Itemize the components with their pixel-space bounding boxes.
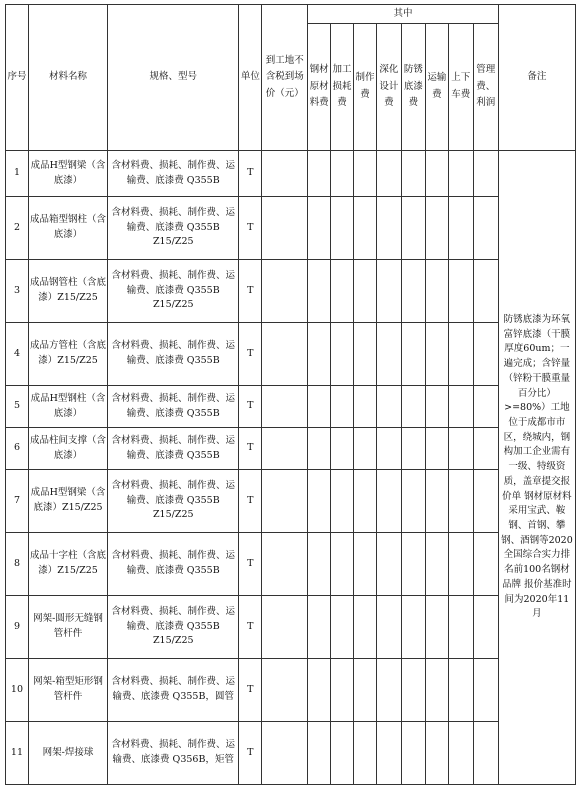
site-price-cell	[262, 470, 308, 533]
unit: T	[239, 260, 262, 323]
cost-breakdown-cell	[401, 260, 425, 323]
cost-breakdown-cell	[376, 428, 401, 470]
material-name: 成品H型钢柱（含底漆）	[28, 386, 107, 428]
unit: T	[239, 386, 262, 428]
cost-breakdown-cell	[425, 659, 448, 722]
cost-breakdown-cell	[448, 470, 473, 533]
cost-breakdown-cell	[473, 722, 498, 785]
unit: T	[239, 428, 262, 470]
site-price-cell	[262, 197, 308, 260]
cost-breakdown-cell	[425, 197, 448, 260]
row-number: 10	[6, 659, 29, 722]
cost-breakdown-cell	[354, 533, 377, 596]
cost-breakdown-cell	[376, 533, 401, 596]
cost-breakdown-cell	[308, 428, 331, 470]
cost-breakdown-cell	[401, 533, 425, 596]
site-price-cell	[262, 722, 308, 785]
cost-breakdown-cell	[401, 428, 425, 470]
material-name: 成品H型钢梁（含底漆）Z15/Z25	[28, 470, 107, 533]
row-number: 7	[6, 470, 29, 533]
unit: T	[239, 323, 262, 386]
header-remarks: 备注	[498, 5, 575, 151]
row-number: 8	[6, 533, 29, 596]
header-site-price: 到工地不含税到场价（元）	[262, 5, 308, 151]
cost-breakdown-cell	[448, 659, 473, 722]
material-spec: 含材料费、损耗、制作费、运输费、底漆费 Q355B	[108, 533, 239, 596]
table-row	[6, 533, 576, 596]
material-name: 网架-箱型矩形钢管杆件	[28, 659, 107, 722]
cost-breakdown-cell	[376, 722, 401, 785]
table-row	[6, 323, 576, 386]
cost-breakdown-cell	[425, 323, 448, 386]
cost-breakdown-cell	[473, 197, 498, 260]
cost-breakdown-cell	[331, 470, 354, 533]
unit: T	[239, 151, 262, 197]
row-number: 2	[6, 197, 29, 260]
cost-breakdown-cell	[308, 260, 331, 323]
cost-breakdown-cell	[331, 722, 354, 785]
cost-breakdown-cell	[354, 386, 377, 428]
cost-breakdown-cell	[308, 533, 331, 596]
cost-breakdown-cell	[448, 323, 473, 386]
cost-breakdown-cell	[425, 722, 448, 785]
table-row	[6, 428, 576, 470]
cost-breakdown-cell	[448, 260, 473, 323]
cost-breakdown-cell	[308, 659, 331, 722]
cost-breakdown-cell	[331, 151, 354, 197]
row-number: 4	[6, 323, 29, 386]
cost-breakdown-cell	[308, 596, 331, 659]
material-name: 成品柱间支撑（含底漆）	[28, 428, 107, 470]
cost-breakdown-cell	[473, 470, 498, 533]
header-sub-material-cost: 钢材原材料费	[308, 24, 331, 151]
cost-breakdown-cell	[448, 428, 473, 470]
cost-breakdown-cell	[354, 151, 377, 197]
cost-breakdown-cell	[473, 659, 498, 722]
material-name: 成品十字柱（含底漆）Z15/Z25	[28, 533, 107, 596]
row-number: 3	[6, 260, 29, 323]
cost-breakdown-cell	[354, 722, 377, 785]
material-name: 网架-焊接球	[28, 722, 107, 785]
table-row	[6, 659, 576, 722]
price-table-container	[5, 4, 576, 785]
cost-breakdown-cell	[401, 386, 425, 428]
site-price-cell	[262, 596, 308, 659]
header-unit: 单位	[239, 5, 262, 151]
table-row	[6, 722, 576, 785]
material-name: 成品H型钢梁（含底漆）	[28, 151, 107, 197]
cost-breakdown-cell	[308, 386, 331, 428]
cost-breakdown-cell	[401, 596, 425, 659]
site-price-cell	[262, 428, 308, 470]
cost-breakdown-cell	[376, 470, 401, 533]
row-number: 1	[6, 151, 29, 197]
row-number: 11	[6, 722, 29, 785]
site-price-cell	[262, 151, 308, 197]
cost-breakdown-cell	[401, 659, 425, 722]
cost-breakdown-cell	[354, 260, 377, 323]
header-sub-transport-cost: 运输费	[425, 24, 448, 151]
header-sub-processing-loss: 加工损耗费	[331, 24, 354, 151]
cost-breakdown-cell	[448, 151, 473, 197]
table-row	[6, 197, 576, 260]
table-row	[6, 596, 576, 659]
unit: T	[239, 470, 262, 533]
cost-breakdown-cell	[425, 596, 448, 659]
table-row	[6, 151, 576, 197]
row-number: 5	[6, 386, 29, 428]
cost-breakdown-cell	[354, 470, 377, 533]
header-sub-design-cost: 深化设计费	[376, 24, 401, 151]
cost-breakdown-cell	[448, 197, 473, 260]
header-material-name: 材料名称	[28, 5, 107, 151]
site-price-cell	[262, 533, 308, 596]
cost-breakdown-cell	[308, 722, 331, 785]
cost-breakdown-cell	[401, 151, 425, 197]
unit: T	[239, 722, 262, 785]
site-price-cell	[262, 659, 308, 722]
material-spec: 含材料费、损耗、制作费、运输费、底漆费 Q355B	[108, 428, 239, 470]
cost-breakdown-cell	[401, 722, 425, 785]
material-spec: 含材料费、损耗、制作费、运输费、底漆费 Q355B	[108, 323, 239, 386]
cost-breakdown-cell	[473, 151, 498, 197]
material-spec: 含材料费、损耗、制作费、运输费、底漆费 Q355B Z15/Z25	[108, 596, 239, 659]
cost-breakdown-cell	[331, 386, 354, 428]
table-row	[6, 386, 576, 428]
material-spec: 含材料费、损耗、制作费、运输费、底漆费 Q356B，矩管	[108, 722, 239, 785]
cost-breakdown-cell	[331, 428, 354, 470]
cost-breakdown-cell	[473, 323, 498, 386]
header-sub-management-profit: 管理费、利润	[473, 24, 498, 151]
site-price-cell	[262, 260, 308, 323]
header-spec: 规格、型号	[108, 5, 239, 151]
material-spec: 含材料费、损耗、制作费、运输费、底漆费 Q355B	[108, 151, 239, 197]
cost-breakdown-cell	[308, 323, 331, 386]
material-spec: 含材料费、损耗、制作费、运输费、底漆费 Q355B，圆管	[108, 659, 239, 722]
row-number: 6	[6, 428, 29, 470]
cost-breakdown-cell	[425, 386, 448, 428]
cost-breakdown-cell	[376, 260, 401, 323]
cost-breakdown-cell	[354, 323, 377, 386]
cost-breakdown-cell	[376, 596, 401, 659]
header-sub-fabrication-cost: 制作费	[354, 24, 377, 151]
cost-breakdown-cell	[448, 596, 473, 659]
cost-breakdown-cell	[425, 533, 448, 596]
cost-breakdown-cell	[448, 533, 473, 596]
table-row	[6, 470, 576, 533]
header-sub-primer-cost: 防锈底漆费	[401, 24, 425, 151]
material-spec: 含材料费、损耗、制作费、运输费、底漆费 Q355B Z15/Z25	[108, 260, 239, 323]
cost-breakdown-cell	[308, 470, 331, 533]
site-price-cell	[262, 323, 308, 386]
cost-breakdown-cell	[331, 260, 354, 323]
cost-breakdown-cell	[473, 260, 498, 323]
cost-breakdown-cell	[376, 323, 401, 386]
material-spec: 含材料费、损耗、制作费、运输费、底漆费 Q355B Z15/Z25	[108, 197, 239, 260]
header-sub-loading-cost: 上下车费	[448, 24, 473, 151]
cost-breakdown-cell	[376, 197, 401, 260]
cost-breakdown-cell	[473, 386, 498, 428]
cost-breakdown-cell	[376, 659, 401, 722]
material-name: 成品箱型钢柱（含底漆）	[28, 197, 107, 260]
cost-breakdown-cell	[425, 260, 448, 323]
cost-breakdown-cell	[331, 659, 354, 722]
cost-breakdown-cell	[331, 323, 354, 386]
material-name: 网架-圆形无缝钢管杆件	[28, 596, 107, 659]
cost-breakdown-cell	[376, 151, 401, 197]
cost-breakdown-cell	[354, 428, 377, 470]
header-group-breakdown: 其中	[308, 5, 499, 24]
cost-breakdown-cell	[331, 533, 354, 596]
material-name: 成品方管柱（含底漆）Z15/Z25	[28, 323, 107, 386]
remarks-cell: 防锈底漆为环氧富锌底漆（干膜厚度60um；一遍完成；含锌量（锌粉干膜重量百分比）>=80%）工地位于成都市市区，绕城内，钢构加工企业需有一级、特级资质，盖章提交报价单 钢材原材料采用宝武、鞍钢、首钢、攀钢、酒钢等2020全国综合实力排名前100名钢材品牌 报价基准时间为2020年11月	[498, 151, 575, 785]
table-row	[6, 260, 576, 323]
unit: T	[239, 197, 262, 260]
cost-breakdown-cell	[331, 596, 354, 659]
cost-breakdown-cell	[308, 197, 331, 260]
cost-breakdown-cell	[308, 151, 331, 197]
cost-breakdown-cell	[331, 197, 354, 260]
unit: T	[239, 659, 262, 722]
cost-breakdown-cell	[473, 596, 498, 659]
cost-breakdown-cell	[376, 386, 401, 428]
cost-breakdown-cell	[425, 470, 448, 533]
cost-breakdown-cell	[448, 386, 473, 428]
cost-breakdown-cell	[473, 428, 498, 470]
price-table	[5, 4, 576, 785]
row-number: 9	[6, 596, 29, 659]
cost-breakdown-cell	[401, 323, 425, 386]
material-spec: 含材料费、损耗、制作费、运输费、底漆费 Q355B	[108, 386, 239, 428]
material-name: 成品钢管柱（含底漆）Z15/Z25	[28, 260, 107, 323]
site-price-cell	[262, 386, 308, 428]
cost-breakdown-cell	[401, 470, 425, 533]
price-table-body	[6, 151, 576, 785]
cost-breakdown-cell	[354, 659, 377, 722]
cost-breakdown-cell	[425, 151, 448, 197]
cost-breakdown-cell	[401, 197, 425, 260]
material-spec: 含材料费、损耗、制作费、运输费、底漆费 Q355B Z15/Z25	[108, 470, 239, 533]
cost-breakdown-cell	[354, 596, 377, 659]
unit: T	[239, 533, 262, 596]
unit: T	[239, 596, 262, 659]
cost-breakdown-cell	[425, 428, 448, 470]
cost-breakdown-cell	[473, 533, 498, 596]
cost-breakdown-cell	[354, 197, 377, 260]
cost-breakdown-cell	[448, 722, 473, 785]
header-seq: 序号	[6, 5, 29, 151]
